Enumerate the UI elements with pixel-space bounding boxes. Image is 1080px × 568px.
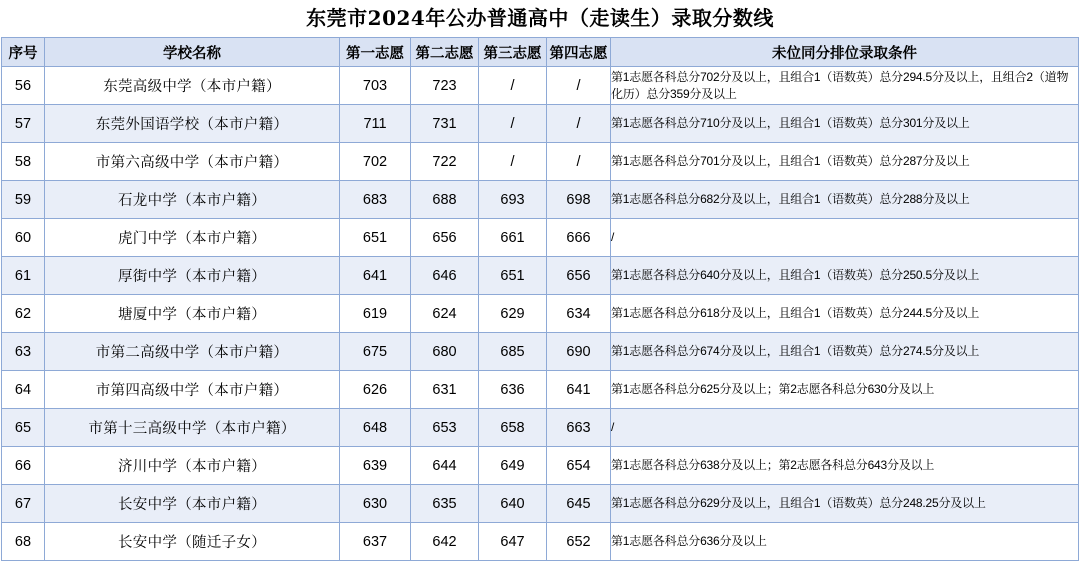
table-row <box>2 143 1079 181</box>
column-header-choice-1: 第一志愿 <box>340 38 411 67</box>
row-choice-3: / <box>479 143 547 181</box>
row-choice-3: 649 <box>479 447 547 485</box>
row-index: 66 <box>2 447 45 485</box>
row-choice-3: 693 <box>479 181 547 219</box>
row-choice-4: / <box>547 143 611 181</box>
row-index: 64 <box>2 371 45 409</box>
column-header-choice-4: 第四志愿 <box>547 38 611 67</box>
row-choice-4: 654 <box>547 447 611 485</box>
table-row <box>2 67 1079 105</box>
row-index: 60 <box>2 219 45 257</box>
row-choice-3: 685 <box>479 333 547 371</box>
row-choice-4: 645 <box>547 485 611 523</box>
row-school-name: 长安中学（随迁子女） <box>45 523 340 561</box>
row-choice-2: 723 <box>411 67 479 105</box>
row-index: 61 <box>2 257 45 295</box>
row-choice-3: / <box>479 105 547 143</box>
row-choice-4: 652 <box>547 523 611 561</box>
row-tiebreak-condition: 第1志愿各科总分638分及以上；第2志愿各科总分643分及以上 <box>611 447 1079 485</box>
row-index: 63 <box>2 333 45 371</box>
row-choice-1: 711 <box>340 105 411 143</box>
row-index: 58 <box>2 143 45 181</box>
table-row <box>2 257 1079 295</box>
row-choice-1: 675 <box>340 333 411 371</box>
row-choice-1: 626 <box>340 371 411 409</box>
row-index: 59 <box>2 181 45 219</box>
row-choice-2: 646 <box>411 257 479 295</box>
row-school-name: 东莞高级中学（本市户籍） <box>45 67 340 105</box>
row-choice-3: 658 <box>479 409 547 447</box>
row-choice-2: 624 <box>411 295 479 333</box>
row-tiebreak-condition: 第1志愿各科总分625分及以上；第2志愿各科总分630分及以上 <box>611 371 1079 409</box>
row-choice-3: 640 <box>479 485 547 523</box>
row-choice-1: 683 <box>340 181 411 219</box>
row-choice-3: 647 <box>479 523 547 561</box>
row-choice-4: 641 <box>547 371 611 409</box>
table-row <box>2 295 1079 333</box>
row-choice-1: 630 <box>340 485 411 523</box>
row-choice-3: 651 <box>479 257 547 295</box>
row-choice-1: 648 <box>340 409 411 447</box>
row-school-name: 长安中学（本市户籍） <box>45 485 340 523</box>
row-choice-1: 651 <box>340 219 411 257</box>
row-choice-3: 629 <box>479 295 547 333</box>
row-choice-1: 641 <box>340 257 411 295</box>
table-row <box>2 371 1079 409</box>
row-choice-4: 690 <box>547 333 611 371</box>
row-school-name: 厚街中学（本市户籍） <box>45 257 340 295</box>
row-choice-2: 642 <box>411 523 479 561</box>
row-choice-4: 666 <box>547 219 611 257</box>
row-choice-2: 631 <box>411 371 479 409</box>
row-tiebreak-condition: 第1志愿各科总分629分及以上，且组合1（语数英）总分248.25分及以上 <box>611 485 1079 523</box>
table-header-row <box>2 38 1079 67</box>
column-header-tiebreak-condition: 未位同分排位录取条件 <box>611 38 1079 67</box>
table-row <box>2 333 1079 371</box>
row-tiebreak-condition: 第1志愿各科总分618分及以上，且组合1（语数英）总分244.5分及以上 <box>611 295 1079 333</box>
column-header-index: 序号 <box>2 38 45 67</box>
table-row <box>2 181 1079 219</box>
row-tiebreak-condition: 第1志愿各科总分636分及以上 <box>611 523 1079 561</box>
row-school-name: 市第四高级中学（本市户籍） <box>45 371 340 409</box>
row-choice-1: 637 <box>340 523 411 561</box>
row-choice-3: 636 <box>479 371 547 409</box>
row-tiebreak-condition: 第1志愿各科总分702分及以上，且组合1（语数英）总分294.5分及以上，且组合2（道物化历）总分359分及以上 <box>611 67 1079 105</box>
row-index: 65 <box>2 409 45 447</box>
row-choice-4: 698 <box>547 181 611 219</box>
row-choice-1: 703 <box>340 67 411 105</box>
row-tiebreak-condition: 第1志愿各科总分710分及以上，且组合1（语数英）总分301分及以上 <box>611 105 1079 143</box>
row-school-name: 塘厦中学（本市户籍） <box>45 295 340 333</box>
table-row <box>2 447 1079 485</box>
table-row <box>2 219 1079 257</box>
row-index: 67 <box>2 485 45 523</box>
row-tiebreak-condition: 第1志愿各科总分701分及以上，且组合1（语数英）总分287分及以上 <box>611 143 1079 181</box>
row-school-name: 虎门中学（本市户籍） <box>45 219 340 257</box>
table-row <box>2 105 1079 143</box>
table-header <box>2 38 1079 67</box>
row-choice-4: 656 <box>547 257 611 295</box>
table-body <box>2 67 1079 561</box>
row-index: 62 <box>2 295 45 333</box>
row-tiebreak-condition: / <box>611 219 1079 257</box>
column-header-school: 学校名称 <box>45 38 340 67</box>
row-choice-4: / <box>547 67 611 105</box>
row-choice-1: 639 <box>340 447 411 485</box>
row-choice-2: 731 <box>411 105 479 143</box>
row-choice-2: 644 <box>411 447 479 485</box>
row-choice-2: 656 <box>411 219 479 257</box>
row-choice-4: 663 <box>547 409 611 447</box>
row-school-name: 东莞外国语学校（本市户籍） <box>45 105 340 143</box>
row-choice-4: 634 <box>547 295 611 333</box>
column-header-choice-2: 第二志愿 <box>411 38 479 67</box>
row-school-name: 市第六高级中学（本市户籍） <box>45 143 340 181</box>
row-school-name: 济川中学（本市户籍） <box>45 447 340 485</box>
row-choice-2: 635 <box>411 485 479 523</box>
row-tiebreak-condition: 第1志愿各科总分640分及以上，且组合1（语数英）总分250.5分及以上 <box>611 257 1079 295</box>
column-header-choice-3: 第三志愿 <box>479 38 547 67</box>
table-row <box>2 523 1079 561</box>
row-choice-2: 688 <box>411 181 479 219</box>
row-school-name: 市第二高级中学（本市户籍） <box>45 333 340 371</box>
row-index: 57 <box>2 105 45 143</box>
table-row <box>2 485 1079 523</box>
row-choice-1: 702 <box>340 143 411 181</box>
row-choice-1: 619 <box>340 295 411 333</box>
row-choice-2: 680 <box>411 333 479 371</box>
row-choice-3: 661 <box>479 219 547 257</box>
row-index: 68 <box>2 523 45 561</box>
page-title: 东莞市2024年公办普通高中（走读生）录取分数线 <box>306 6 774 30</box>
row-tiebreak-condition: 第1志愿各科总分682分及以上，且组合1（语数英）总分288分及以上 <box>611 181 1079 219</box>
table-row <box>2 409 1079 447</box>
row-school-name: 市第十三高级中学（本市户籍） <box>45 409 340 447</box>
row-tiebreak-condition: 第1志愿各科总分674分及以上，且组合1（语数英）总分274.5分及以上 <box>611 333 1079 371</box>
admission-scores-table <box>1 37 1079 561</box>
row-choice-4: / <box>547 105 611 143</box>
row-choice-2: 653 <box>411 409 479 447</box>
row-choice-3: / <box>479 67 547 105</box>
row-school-name: 石龙中学（本市户籍） <box>45 181 340 219</box>
row-index: 56 <box>2 67 45 105</box>
row-tiebreak-condition: / <box>611 409 1079 447</box>
row-choice-2: 722 <box>411 143 479 181</box>
